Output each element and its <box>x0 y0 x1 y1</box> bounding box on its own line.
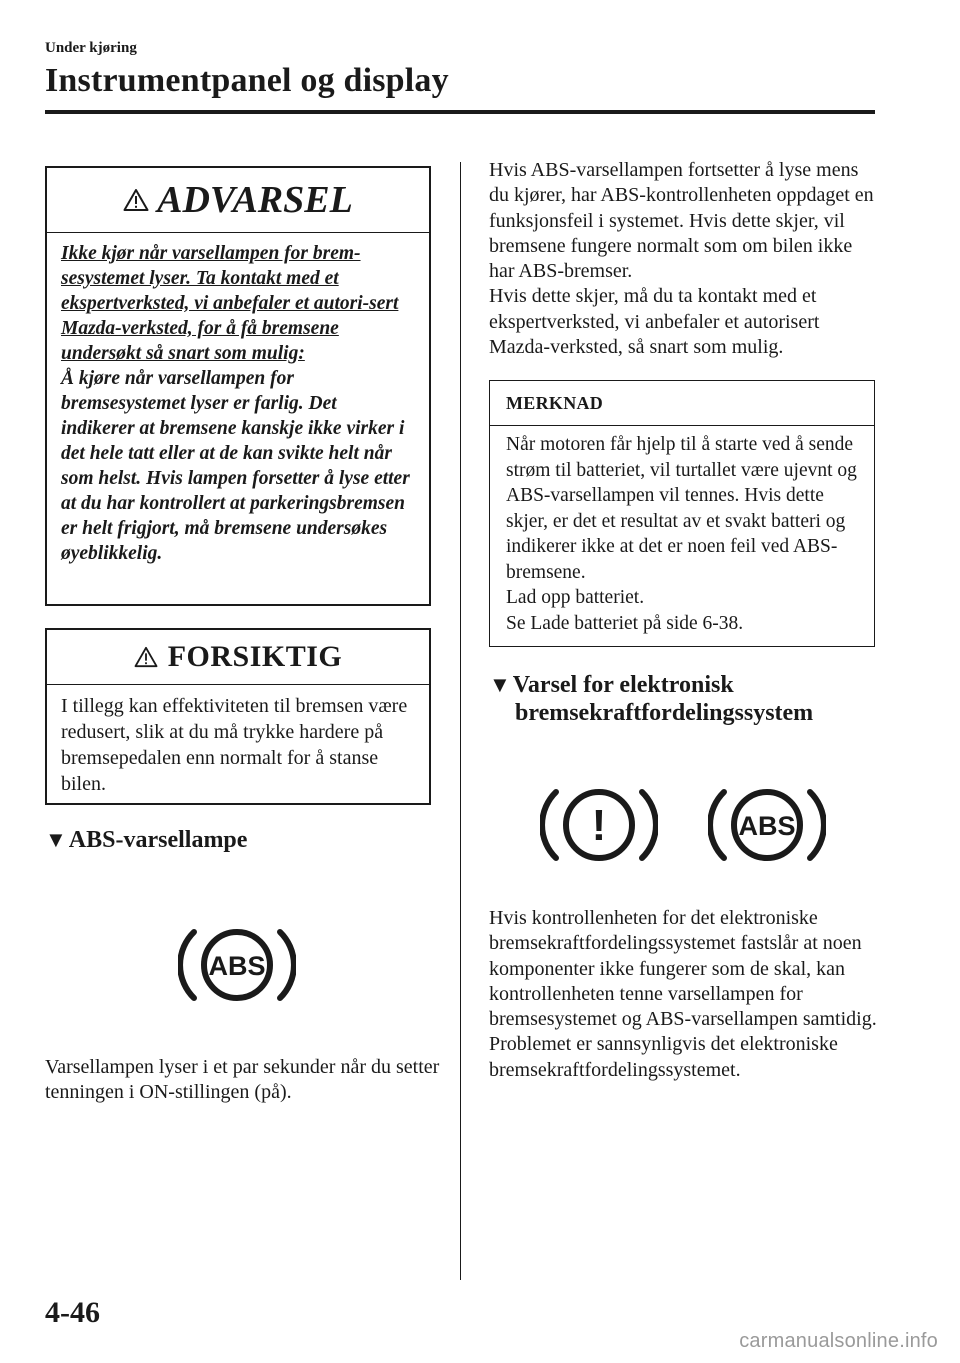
note-line-1: Lad opp batteriet. <box>506 587 645 608</box>
abs-heading <box>45 826 247 854</box>
abs-warning-lamp-icon <box>178 920 296 1010</box>
note-text: Når motoren får hjelp til å starte ved å sende strøm til batteriet, vil turtallet være ujevnt og ABS-varsellampen vil tennes. Hvis dette skjer, er det et resultat av et svakt batteri og indikerer ikke at det er noen feil ved ABS-bremsene. <box>506 434 857 583</box>
ebd-heading-line2: bremsekraftfordelingssystem <box>515 700 814 726</box>
warning-header <box>47 168 429 233</box>
warning-underlined-text: Ikke kjør når varsellampen for brem-sesystemet lyser. Ta kontakt med et ekspertverksted, vi anbefaler et autori-sert Mazda-verksted, for å få bremsene undersøkt så snart som mulig: <box>61 243 399 364</box>
note-line-2: Se Lade batteriet på side 6-38. <box>506 612 744 634</box>
header-rule <box>45 110 875 114</box>
warning-triangle-icon <box>123 188 149 212</box>
abs-description: Varsellampen lyser i et par sekunder når du setter tenningen i ON-stillingen (på). <box>45 1056 440 1104</box>
right-intro-p1: Hvis ABS-varsellampen fortsetter å lyse mens du kjører, har ABS-kontrollenheten oppdaget en funksjonsfeil i systemet. Hvis dette skjer, vil bremsene fungere normalt som om bilen ikke har ABS-bremser. <box>489 159 874 283</box>
note-title: MERKNAD <box>506 392 604 413</box>
ebd-heading <box>489 671 813 727</box>
abs-icon-label-2: ABS <box>738 811 796 841</box>
exclamation-label: ! <box>591 801 607 850</box>
caution-body: I tillegg kan effektiviteten til bremsen være redusert, slik at du må trykke hardere på bremsepedalen enn normalt for å stanse bilen. <box>61 695 408 795</box>
note-body <box>490 426 874 636</box>
caution-header <box>47 630 429 685</box>
right-intro <box>489 158 879 360</box>
caution-title: FORSIKTIG <box>167 640 343 673</box>
heading-bullet-icon: ▼ <box>45 827 67 852</box>
page-title: Instrumentpanel og display <box>45 62 449 99</box>
note-header <box>490 381 874 426</box>
caution-box <box>45 628 431 805</box>
section-label: Under kjøring <box>45 40 137 56</box>
abs-icon-label: ABS <box>208 951 266 981</box>
ebd-heading-line1: Varsel for elektronisk <box>512 672 734 698</box>
abs-heading-text: ABS-varsellampe <box>68 827 248 853</box>
ebd-description: Hvis kontrollenheten for det elektroniske bremsekraftfordelingssystemet fastslår at noen komponenter ikke fungerer som de skal, kan kontrollenheten tenne varsellampen for bremsesystemet og ABS-varsellampen samtidig. Problemet er sannsynligvis det elektroniske bremsekraftfordelingssystemet. <box>489 907 877 1081</box>
brake-system-warning-icon <box>540 780 658 870</box>
caution-triangle-icon <box>134 646 158 668</box>
note-box <box>489 380 875 647</box>
warning-title: ADVARSEL <box>157 179 353 221</box>
column-divider <box>460 162 461 1280</box>
warning-text: Å kjøre når varsellampen for bremsesystemet lyser er farlig. Det indikerer at bremsene kanskje ikke virker i det hele tatt eller at de kan svikte helt når som helst. Hvis lampen forsetter å lyse etter at du har kontrollert at parkeringsbremsen er helt frigjort, må bremsene undersøkes øyeblikkelig. <box>61 368 410 564</box>
watermark: carmanualsonline.info <box>739 1330 938 1352</box>
right-intro-p2: Hvis dette skjer, må du ta kontakt med et ekspertverksted, vi anbefaler et autorisert Mazda-verksted, så snart som mulig. <box>489 285 820 359</box>
warning-body <box>47 233 429 566</box>
warning-box <box>45 166 431 606</box>
heading-bullet-icon: ▼ <box>489 672 511 697</box>
abs-warning-lamp-icon-2 <box>708 780 826 870</box>
page-number: 4-46 <box>45 1296 100 1329</box>
